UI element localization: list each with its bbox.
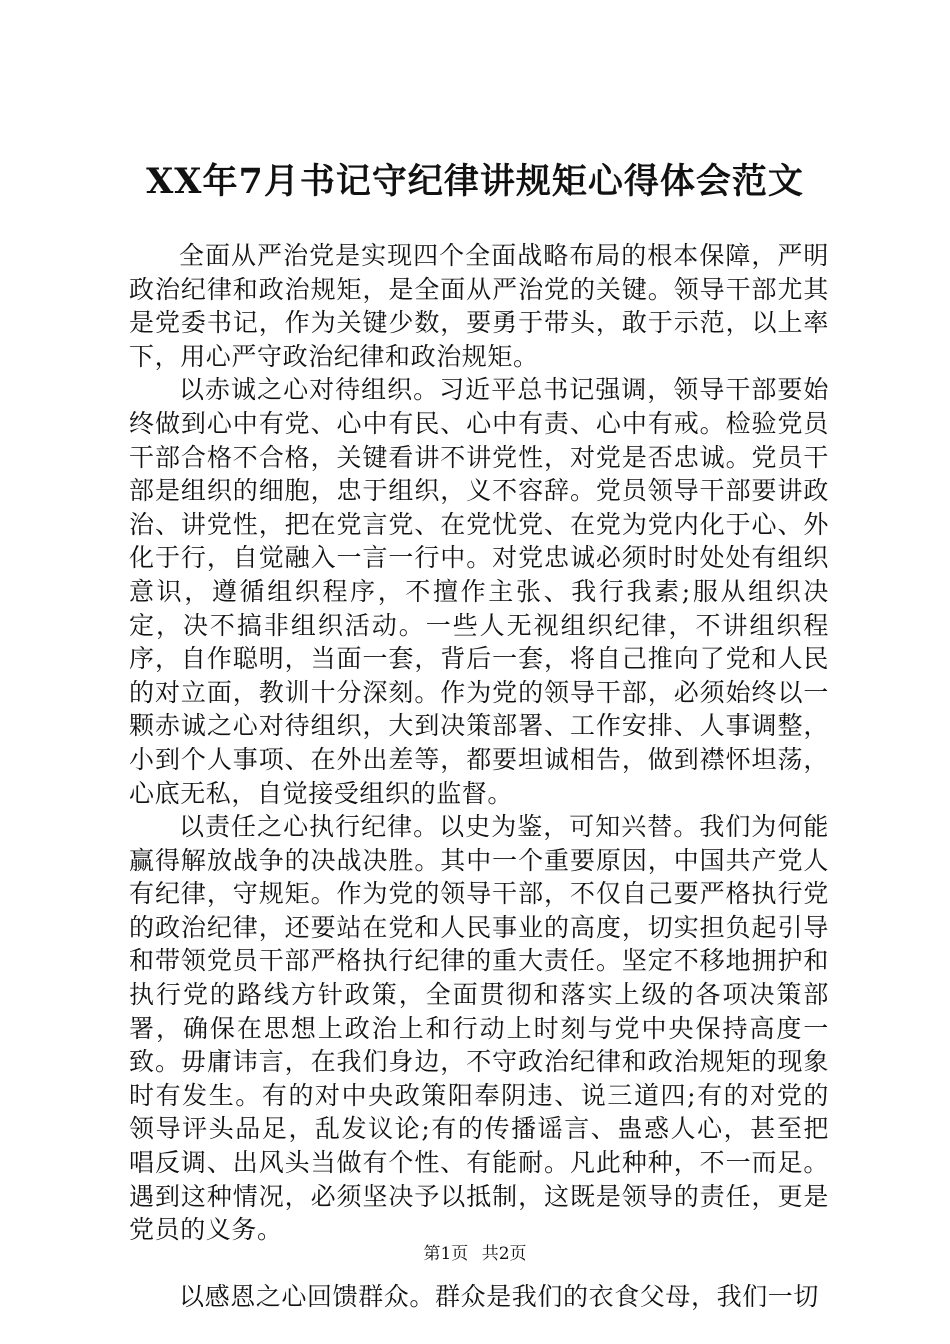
page-footer (0, 1243, 950, 1265)
document-body (129, 239, 829, 1313)
page-number: 第1页 (423, 1244, 469, 1264)
paragraph-discipline: 以责任之心执行纪律。以史为鉴，可知兴替。我们为何能赢得解放战争的决战决胜。其中一个重要原因，中国共产党人有纪律，守规矩。作为党的领导干部，不仅自己要严格执行党的政治纪律，还要站在党和人民事业的高度，切实担负起引导和带领党员干部严格执行纪律的重大责任。坚定不移地拥护和执行党的路线方针政策，全面贯彻和落实上级的各项决策部署，确保在思想上政治上和行动上时刻与党中央保持高度一致。毋庸讳言，在我们身边，不守政治纪律和政治规矩的现象时有发生。有的对中央政策阳奉阴违、说三道四;有的对党的领导评头品足，乱发议论;有的传播谣言、蛊惑人心，甚至把唱反调、出风头当做有个性、有能耐。凡此种种，不一而足。遇到这种情况，必须坚决予以抵制，这既是领导的责任，更是党员的义务。 (129, 812, 829, 1245)
paragraph-masses: 以感恩之心回馈群众。群众是我们的衣食父母，我们一切 (179, 1281, 820, 1311)
paragraph-organization: 以赤诚之心对待组织。习近平总书记强调，领导干部要始终做到心中有党、心中有民、心中有责、心中有戒。检验党员干部合格不合格，关键看讲不讲党性，对党是否忠诚。党员干部是组织的细胞，忠于组织，义不容辞。党员领导干部要讲政治、讲党性，把在党言党、在党忧党、在党为党内化于心、外化于行，自觉融入一言一行中。对党忠诚必须时时处处有组织意识，遵循组织程序，不擅作主张、我行我素;服从组织决定，决不搞非组织活动。一些人无视组织纪律，不讲组织程序，自作聪明，当面一套，背后一套，将自己推向了党和人民的对立面，教训十分深刻。作为党的领导干部，必须始终以一颗赤诚之心对待组织，大到决策部署、工作安排、人事调整，小到个人事项、在外出差等，都要坦诚相告，做到襟怀坦荡，心底无私，自觉接受组织的监督。 (129, 375, 829, 808)
page-total: 共2页 (481, 1244, 527, 1264)
document-title: XX年7月书记守纪律讲规矩心得体会范文 (146, 161, 804, 202)
paragraph-intro: 全面从严治党是实现四个全面战略布局的根本保障，严明政治纪律和政治规矩，是全面从严治党的关键。领导干部尤其是党委书记，作为关键少数，要勇于带头，敢于示范，以上率下，用心严守政治纪律和政治规矩。 (129, 241, 829, 371)
